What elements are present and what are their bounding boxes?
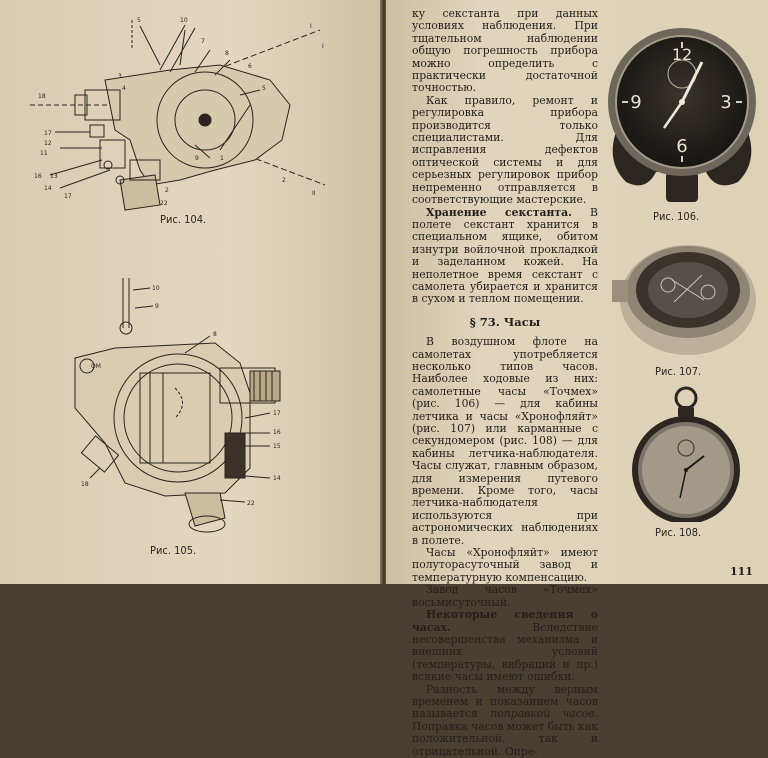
svg-text:8: 8	[213, 331, 217, 338]
svg-text:9: 9	[195, 155, 199, 162]
dial-numeral-3: 3	[720, 92, 732, 113]
svg-text:14: 14	[44, 185, 52, 192]
svg-text:14: 14	[273, 475, 281, 482]
inline-heading-clock-info: Некоторые сведения о часах.	[412, 608, 598, 634]
caption-figure-107: Рис. 107.	[655, 365, 702, 378]
svg-text:17: 17	[273, 410, 281, 417]
svg-text:7: 7	[201, 38, 205, 45]
left-page	[0, 0, 382, 584]
paragraph-6: Завод часов «Точмех» восьмисуточный.	[412, 583, 598, 609]
dial-numeral-9: 9	[630, 92, 642, 113]
paragraph-7-body: Вследствие несовершенства механизма и внешних условий (температуры, вибраций и пр.) всякие часы имеют ошибки.	[412, 620, 598, 684]
paragraph-4: В воздушном флоте на самолетах употребляется несколько типов часов. Наиболее ходовые из них: самолетные часы «Точмех» (рис. 106) — для кабины летчика и часы «Хронофляйт» (рис. 107) или карманные с секундомером (рис. 108) — для кабины летчика-наблюдателя. Часы служат, главным образом, для измерения путевого времени. Кроме того, часы летчика-наблюдателя используются при астрономических наблюдениях в полете.	[412, 335, 598, 547]
page-number: 111	[730, 565, 753, 578]
inline-heading-storage: Хранение секстанта.	[426, 205, 572, 219]
svg-text:12: 12	[44, 140, 52, 147]
paragraph-3-body: В полете секстант хранится в специальном ящике, обитом изнутри войлочной прокладкой и заделанном кожей. На неполетное время секстант с самолета убирается и хранится в сухом и теплом помещении.	[412, 205, 598, 306]
paragraph-2: Как правило, ремонт и регулировка прибора производится только специалистами. Для исправления дефектов оптической системы и для серьезных регулировок прибор непременно отправляется в соответствующие мастерские.	[412, 93, 598, 207]
svg-text:2: 2	[282, 177, 286, 184]
paragraph-3	[412, 207, 598, 306]
svg-text:5: 5	[262, 85, 266, 92]
svg-text:I: I	[310, 23, 312, 30]
dial-numeral-6: 6	[676, 136, 688, 157]
figure-108-pocket-watch	[612, 386, 760, 522]
paragraph-5: Часы «Хронофляйт» имеют полуторасуточный завод и температурную компенсацию.	[412, 546, 598, 584]
paragraph-8	[412, 684, 598, 758]
term-clock-correction: поправкой часов.	[490, 707, 598, 721]
caption-figure-105: Рис. 105.	[150, 544, 197, 557]
body-text-column	[412, 8, 598, 758]
figure-107-chronoflight-clock	[612, 230, 760, 360]
section-heading: § 73. Часы	[469, 314, 541, 329]
caption-figure-106: Рис. 106.	[653, 210, 700, 223]
svg-text:22: 22	[160, 200, 168, 207]
svg-text:I: I	[322, 43, 324, 50]
svg-text:OM: OM	[91, 363, 101, 370]
caption-figure-104: Рис. 104.	[160, 213, 207, 226]
svg-text:8: 8	[225, 50, 229, 57]
svg-text:16: 16	[273, 429, 281, 436]
svg-text:17: 17	[64, 193, 72, 200]
svg-text:16: 16	[34, 173, 42, 180]
svg-text:18: 18	[81, 481, 89, 488]
svg-text:5: 5	[137, 17, 141, 24]
svg-text:II: II	[312, 190, 316, 197]
figure-105-sextant-diagram	[45, 268, 325, 538]
paragraph-8-part-a: Разность между верным временем и показанием часов называется	[412, 682, 598, 721]
svg-text:1: 1	[220, 155, 224, 162]
svg-text:11: 11	[40, 150, 48, 157]
paragraph-1: ку секстанта при данных условиях наблюдения. При тщательном наблюдении общую погрешность прибора можно определить с практически достаточной точностью.	[412, 7, 598, 95]
paragraph-8-part-b: Поправка часов может быть как положительной, так и отрицательной. Опре-	[412, 719, 598, 758]
paragraph-7	[412, 609, 598, 683]
svg-text:4: 4	[122, 85, 126, 92]
svg-text:10: 10	[152, 285, 160, 292]
svg-text:2: 2	[165, 187, 169, 194]
figure-104-sextant-diagram	[20, 10, 360, 215]
dial-numeral-12: 12	[671, 45, 693, 64]
svg-text:15: 15	[273, 443, 281, 450]
svg-text:13: 13	[50, 173, 58, 180]
svg-text:9: 9	[155, 303, 159, 310]
figure-106-cockpit-clock	[606, 12, 758, 217]
svg-text:18: 18	[38, 93, 46, 100]
caption-figure-108: Рис. 108.	[655, 526, 702, 539]
svg-text:22: 22	[247, 500, 255, 507]
svg-text:17: 17	[44, 130, 52, 137]
svg-text:6: 6	[248, 63, 252, 70]
svg-text:10: 10	[180, 17, 188, 24]
svg-text:3: 3	[118, 73, 122, 80]
